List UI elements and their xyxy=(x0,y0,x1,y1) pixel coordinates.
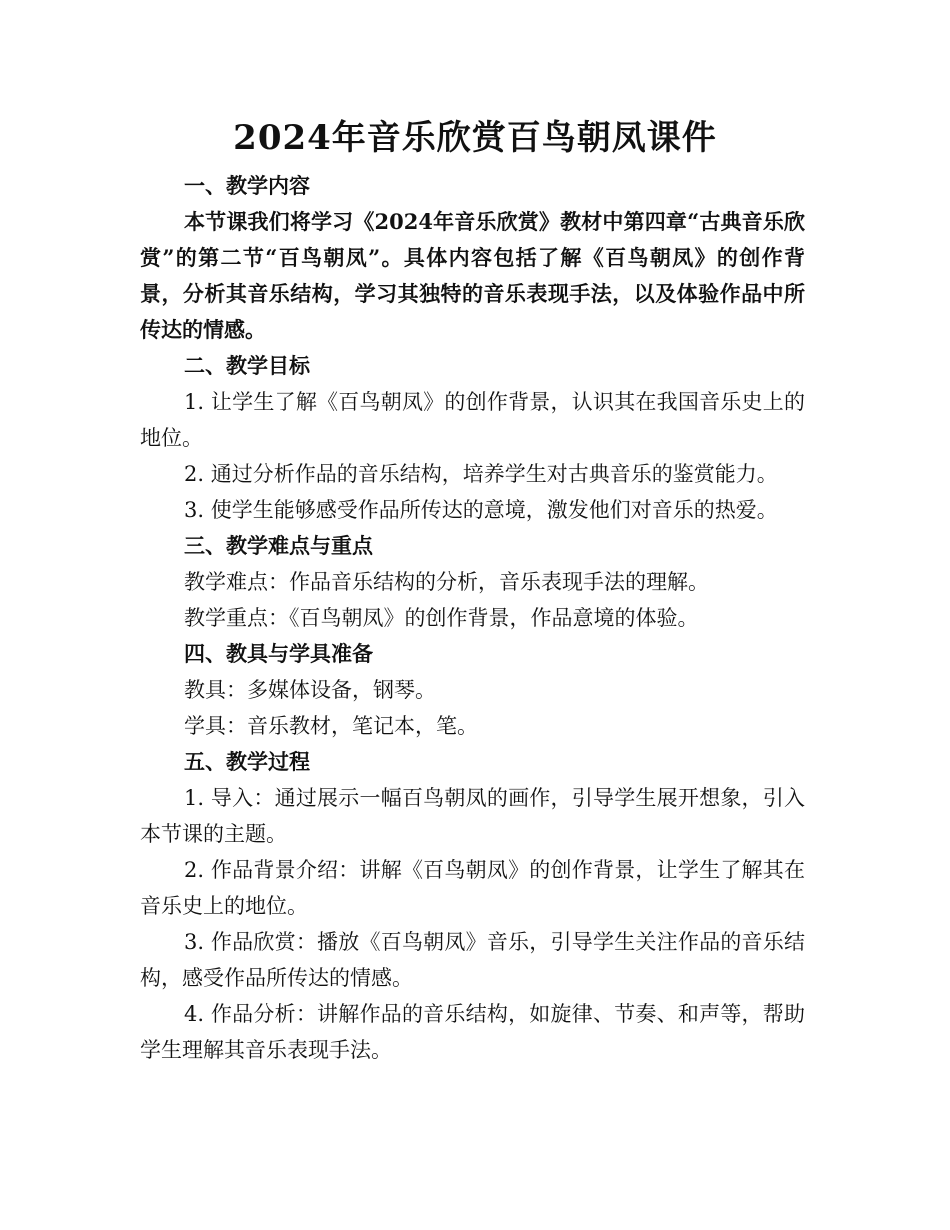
material-item: 学具：音乐教材，笔记本，笔。 xyxy=(184,714,478,738)
process-step: 2. 作品背景介绍：讲解《百鸟朝凤》的创作背景，让学生了解其在音乐史上的地位。 xyxy=(140,858,805,918)
key-point-item: 教学难点：作品音乐结构的分析，音乐表现手法的理解。 xyxy=(184,570,709,594)
objective-item: 2. 通过分析作品的音乐结构，培养学生对古典音乐的鉴赏能力。 xyxy=(184,462,778,486)
section-paragraph-content: 本节课我们将学习《2024年音乐欣赏》教材中第四章“古典音乐欣赏”的第二节“百鸟朝凤”。具体内容包括了解《百鸟朝凤》的创作背景，分析其音乐结构，学习其独特的音乐表现手法，以及体验作品中所传达的情感。 xyxy=(140,209,805,342)
material-item: 教具：多媒体设备，钢琴。 xyxy=(184,678,436,702)
process-step: 3. 作品欣赏：播放《百鸟朝凤》音乐，引导学生关注作品的音乐结构，感受作品所传达的情感。 xyxy=(140,930,805,990)
objective-item: 3. 使学生能够感受作品所传达的意境，激发他们对音乐的热爱。 xyxy=(184,498,778,522)
objective-item: 1. 让学生了解《百鸟朝凤》的创作背景，认识其在我国音乐史上的地位。 xyxy=(140,390,805,450)
document-body xyxy=(140,168,805,1068)
process-step: 4. 作品分析：讲解作品的音乐结构，如旋律、节奏、和声等，帮助学生理解其音乐表现手法。 xyxy=(140,1002,805,1062)
section-heading-key-points: 三、教学难点与重点 xyxy=(184,533,373,558)
section-heading-materials: 四、教具与学具准备 xyxy=(184,641,373,666)
section-heading-content: 一、教学内容 xyxy=(184,173,310,198)
section-heading-objectives: 二、教学目标 xyxy=(184,353,310,378)
document-title: 2024年音乐欣赏百鸟朝凤课件 xyxy=(233,118,717,158)
section-heading-process: 五、教学过程 xyxy=(184,749,310,774)
key-point-item: 教学重点：《百鸟朝凤》的创作背景，作品意境的体验。 xyxy=(184,606,699,630)
process-step: 1. 导入：通过展示一幅百鸟朝凤的画作，引导学生展开想象，引入本节课的主题。 xyxy=(140,786,805,846)
